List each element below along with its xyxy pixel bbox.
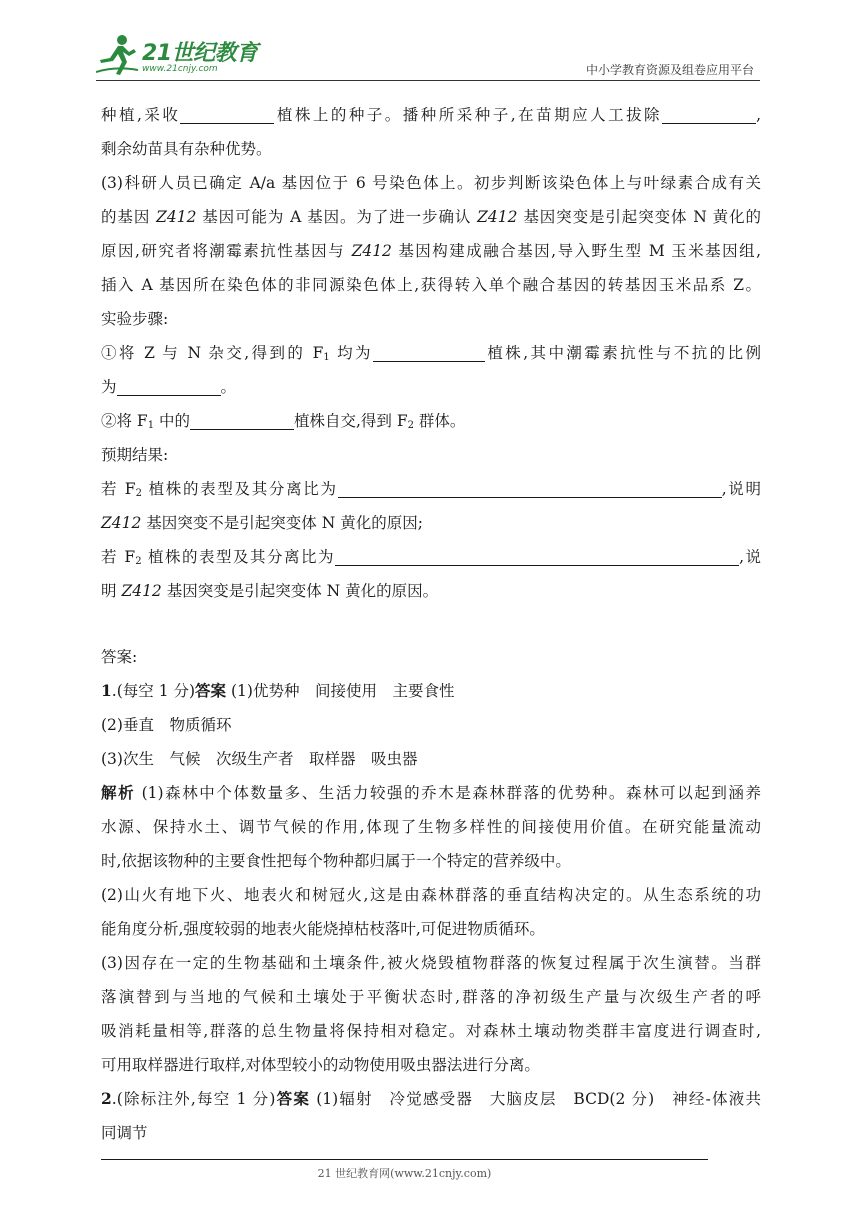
q3-steps-heading: 实验步骤: xyxy=(101,310,169,328)
logo-text: 21世纪教育 xyxy=(142,41,258,66)
q3-line-4: 的基因 Z412 基因可能为 A 基因。为了进一步确认 Z412 基因突变是引起突变体 N 黄化的 xyxy=(101,208,761,226)
runner-logo-icon xyxy=(96,32,140,78)
answer-blank[interactable] xyxy=(373,339,485,362)
answer-1-line-1: 1.(每空 1 分)答案 (1)优势种 间接使用 主要食性 xyxy=(101,681,455,700)
answer-blank[interactable] xyxy=(662,101,756,124)
site-logo xyxy=(96,32,266,78)
q3-result-1-cont: Z412 基因突变不是引起突变体 N 黄化的原因; xyxy=(101,514,423,532)
q3-result-1: 若 $F_2$ 植株的表型及其分离比为 ,说明 xyxy=(101,472,761,506)
header-tagline: 中小学教育资源及组卷应用平台 xyxy=(585,63,754,77)
analysis-1-line-5: 能角度分析,强度较弱的地表火能烧掉枯枝落叶,可促进物质循环。 xyxy=(101,920,545,938)
analysis-1-line-1: 解析 (1)森林中个体数量多、生活力较强的乔木是森林群落的优势种。森林可以起到涵养 xyxy=(101,783,761,802)
answers-heading: 答案: xyxy=(101,648,138,666)
analysis-1-line-9: 可用取样器进行取样,对体型较小的动物使用吸虫器法进行分离。 xyxy=(101,1056,540,1074)
q3-result-2: 若 $F_2$ 植株的表型及其分离比为 ,说 xyxy=(101,540,761,574)
q3-line-5: 原因,研究者将潮霉素抗性基因与 Z412 基因构建成融合基因,导入野生型 M 玉米基因组, xyxy=(101,242,761,260)
q3-line-1: 种植,采收 植株上的种子。播种所采种子,在苗期应人工拔除 , xyxy=(101,98,761,132)
answer-1-line-2: (2)垂直 物质循环 xyxy=(101,716,232,734)
answer-2-line-1: 2.(除标注外,每空 1 分)答案 (1)辐射 冷觉感受器 大脑皮层 BCD(2 分) 神经-体液共 xyxy=(101,1089,761,1108)
answer-label: 答案 xyxy=(195,681,227,700)
logo-url: www.21cnjy.com xyxy=(142,64,218,74)
analysis-1-line-4: (2)山火有地下火、地表火和树冠火,这是由森林群落的垂直结构决定的。从生态系统的功 xyxy=(101,886,761,904)
analysis-1-line-6: (3)因存在一定的生物基础和土壤条件,被火烧毁植物群落的恢复过程属于次生演替。当群 xyxy=(101,954,761,972)
analysis-label: 解析 xyxy=(101,783,136,802)
answer-blank[interactable] xyxy=(180,101,274,124)
answer-blank[interactable] xyxy=(190,407,294,430)
q3-result-2-cont: 明 Z412 基因突变是引起突变体 N 黄化的原因。 xyxy=(101,582,439,600)
q3-step-2: ②将 $F_1$ 中的 植株自交,得到 $F_2$ 群体。 xyxy=(101,404,761,438)
answer-blank[interactable] xyxy=(338,475,722,498)
answer-2-line-2: 同调节 xyxy=(101,1124,148,1142)
analysis-1-line-2: 水源、保持水土、调节气候的作用,体现了生物多样性的间接使用价值。在研究能量流动 xyxy=(101,818,761,836)
document-body xyxy=(101,98,761,1150)
q3-step-1-cont: 为 。 xyxy=(101,370,761,404)
q3-line-2: 剩余幼苗具有杂种优势。 xyxy=(101,140,272,158)
q3-line-3: (3)科研人员已确定 A/a 基因位于 6 号染色体上。初步判断该染色体上与叶绿素合成有关 xyxy=(101,174,761,192)
page-footer: 21 世纪教育网(www.21cnjy.com) xyxy=(317,1167,492,1180)
answer-label: 答案 xyxy=(275,1089,311,1108)
footer-divider xyxy=(101,1159,708,1160)
q3-results-heading: 预期结果: xyxy=(101,446,169,464)
q3-line-6: 插入 A 基因所在染色体的非同源染色体上,获得转入单个融合基因的转基因玉米品系 Z。 xyxy=(101,276,761,294)
answer-blank[interactable] xyxy=(335,543,739,566)
analysis-1-line-8: 吸消耗量相等,群落的总生物量将保持相对稳定。对森林土壤动物类群丰富度进行调查时, xyxy=(101,1022,761,1040)
q3-step-1: ①将 Z 与 N 杂交,得到的 $F_1$ 均为 植株,其中潮霉素抗性与不抗的比例 xyxy=(101,336,761,370)
answer-blank[interactable] xyxy=(117,373,221,396)
page-header xyxy=(96,28,760,82)
header-divider xyxy=(96,80,760,81)
answer-1-line-3: (3)次生 气候 次级生产者 取样器 吸虫器 xyxy=(101,750,418,768)
analysis-1-line-7: 落演替到与当地的气候和土壤处于平衡状态时,群落的净初级生产量与次级生产者的呼 xyxy=(101,988,761,1006)
analysis-1-line-3: 时,依据该物种的主要食性把每个物种都归属于一个特定的营养级中。 xyxy=(101,852,571,870)
